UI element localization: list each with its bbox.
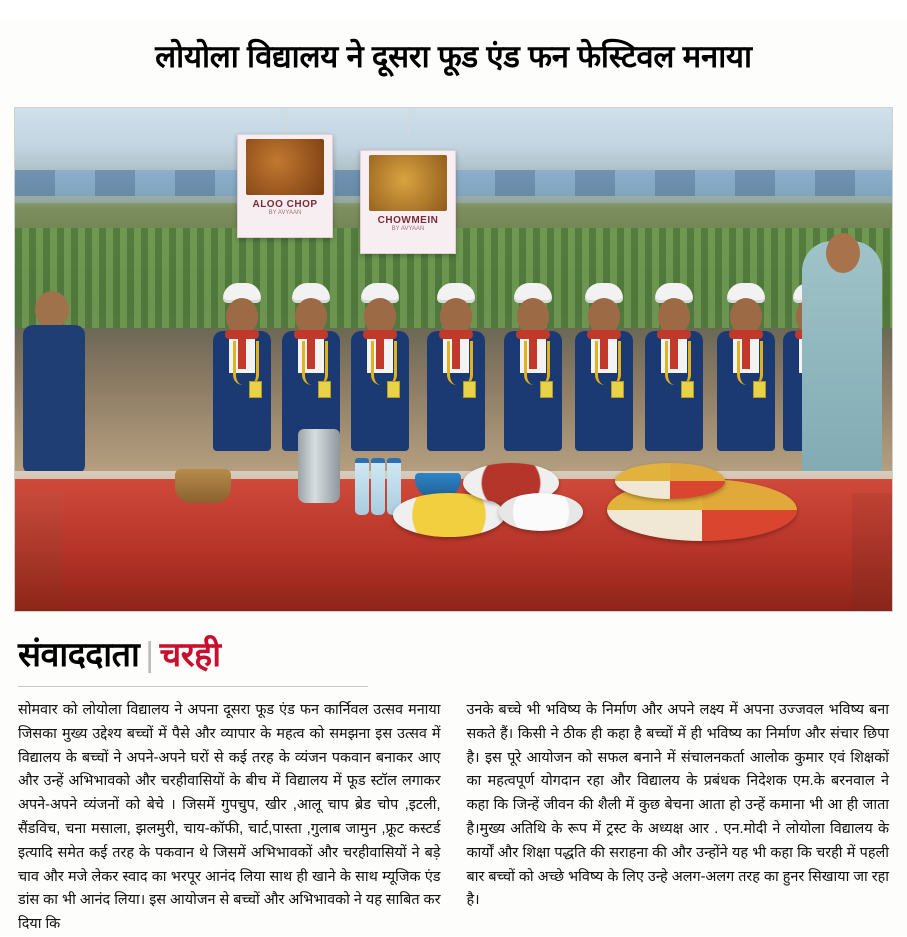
menu-card-subtitle: BY AVYAAN — [268, 210, 302, 217]
lanyard — [233, 341, 259, 385]
person-head — [35, 291, 69, 329]
person-head — [588, 298, 620, 334]
photo-person-left — [19, 291, 89, 491]
menu-card-title: ALOO CHOP — [252, 199, 318, 211]
id-badge — [463, 381, 476, 398]
newspaper-article-page — [0, 21, 907, 935]
lanyard — [665, 341, 691, 385]
photo-student — [211, 283, 273, 493]
food-thumbnail — [369, 155, 447, 211]
byline-divider — [18, 686, 368, 687]
lanyard — [302, 341, 328, 385]
lanyard — [371, 341, 397, 385]
water-bottle — [371, 458, 385, 515]
menu-card-aloo-chop — [237, 134, 333, 238]
person-head — [658, 298, 690, 334]
photo-student — [643, 283, 705, 493]
lanyard — [595, 341, 621, 385]
id-badge — [387, 381, 400, 398]
article-paragraph: उनके बच्चे भी भविष्य के निर्माण और अपने लक्ष्य में अपना उज्जवल भविष्य बना सकते हैं। किसी ने ठीक ही कहा है बच्चों में ही भविष्य का निर्माण और संचार छिपा है। इस पूरे आयोजन को सफल बनाने में संचालनकर्ता आलोक कुमार एवं शिक्षकों का महत्वपूर्ण योगदान रहा और विद्यालय के प्रबंधक निदेशक एम.के बरनवाल ने कहा कि जिन्हें जीवन की शैली में कुछ बेचना आता हो उन्हें कमाना भी आ ही जाता है।मुख्य अतिथि के रूप में ट्रस्ट के अध्यक्ष आर . एन.मोदी ने लोयोला विद्यालय के कार्यों और शिक्षा पद्धति की सराहना की और उन्होंने यह भी कहा कि चरही में पहली बार बच्चों को अच्छे भविष्य के लिए उन्हे अलग-अलग तरह का हुनर सिखाया जा रहा है। — [466, 702, 889, 909]
menu-card-title: CHOWMEIN — [377, 215, 439, 227]
id-badge — [318, 381, 331, 398]
person-head — [826, 233, 860, 273]
byline-separator: | — [145, 636, 154, 675]
person-body — [23, 325, 85, 475]
person-head — [364, 298, 396, 334]
id-badge — [681, 381, 694, 398]
byline — [18, 630, 889, 676]
article-paragraph: सोमवार को लोयोला विद्यालय ने अपना दूसरा फूड एंड फन कार्निवल उत्सव मनाया जिसका मुख्य उद्देश्य बच्चों में पैसे और व्यापार के महत्व को समझना इस उत्सव में विद्यालय के बच्चों ने अपने-अपने घरों से कई तरह के व्यंजन पकवान बनाकर आए और उन्हें अभिभावकाे और चरहीवासियों के बीच में विद्यालय में फूड स्टॉल लगाकर अपने-अपने व्यंजनों को बेचे । जिसमें गुपचुप, खीर ,आलू चाप ब्रेड चोप ,इटली, सैंडविच, चना मसाला, झलमुरी, चाय-कॉफी, चार्ट,पास्ता ,गुलाब जामुन ,फ्रूट कस्टर्ड इत्यादि समेत कई तरह के पकवान थे जिसमें अभिभावकों और चरहीवासियों ने बड़े चाव और मजे लेकर स्वाद का भरपूर आनंद लिया साथ ही खाने के साथ म्यूजिक एंड डांस का भी आनंद लिया। इस आयोजन से बच्चों और अभिभावकाे ने यह साबित कर दिया कि — [18, 702, 441, 933]
person-head — [440, 298, 472, 334]
person-head — [517, 298, 549, 334]
page-title: लोयोला विद्यालय ने दूसरा फूड एंड फन फेस्टिवल मनाया — [155, 38, 752, 74]
photo-student — [573, 283, 635, 493]
id-badge — [540, 381, 553, 398]
article-body — [14, 699, 893, 937]
article-column-1 — [18, 699, 441, 937]
beverage-urn — [298, 429, 340, 503]
photo-person-right — [802, 241, 882, 491]
photo-student — [425, 283, 487, 493]
person-head — [295, 298, 327, 334]
byline-reporter: संवाददाता — [18, 636, 140, 675]
menu-card-chowmein — [360, 150, 456, 254]
id-badge — [611, 381, 624, 398]
cooking-pot — [175, 469, 231, 503]
article-column-2 — [467, 699, 890, 937]
food-plate — [499, 493, 583, 531]
article-photo — [14, 107, 893, 612]
plastic-chair — [15, 491, 63, 611]
id-badge — [249, 381, 262, 398]
menu-card-string — [408, 108, 409, 138]
person-head — [226, 298, 258, 334]
lanyard — [524, 341, 550, 385]
plastic-chair — [852, 493, 892, 611]
byline-place: चरही — [159, 636, 221, 675]
lanyard — [737, 341, 763, 385]
food-thumbnail — [246, 139, 324, 195]
water-bottle — [355, 458, 369, 515]
menu-card-subtitle: BY AVYAAN — [391, 226, 425, 233]
photo-student — [502, 283, 564, 493]
lanyard — [447, 341, 473, 385]
id-badge — [753, 381, 766, 398]
food-platter — [615, 463, 725, 499]
photo-student — [715, 283, 777, 493]
person-head — [730, 298, 762, 334]
